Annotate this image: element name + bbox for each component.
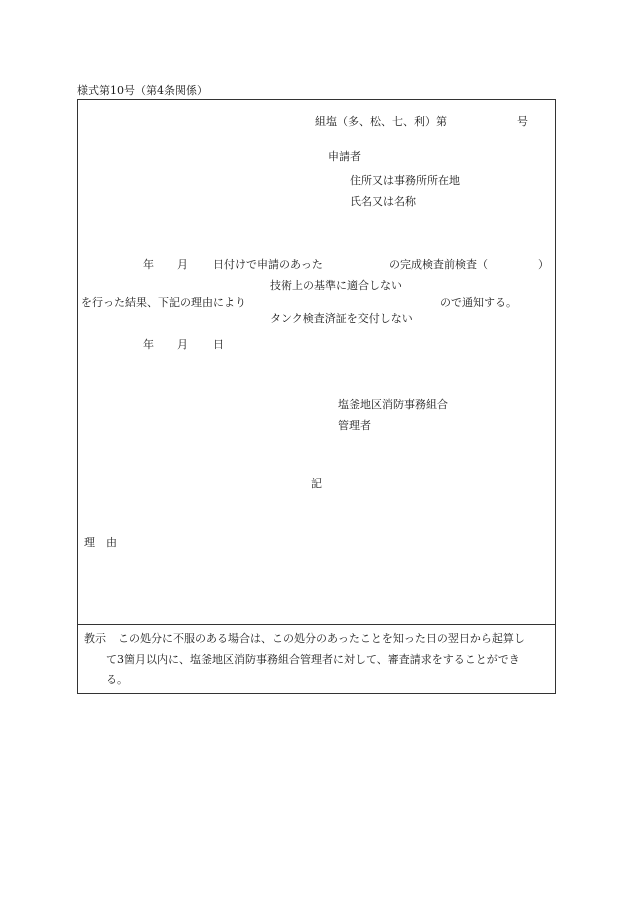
- form-number: 様式第10号（第4条関係）: [77, 84, 208, 97]
- form-frame: [77, 99, 556, 694]
- applicant-label: 申請者: [328, 150, 361, 163]
- date-month: 月: [177, 338, 188, 351]
- body-notify-text: ので通知する。: [440, 296, 517, 309]
- notice-line-1: この処分に不服のある場合は、この処分のあったことを知った日の翌日から起算し: [118, 632, 525, 645]
- body-day-text: 日付けで申請のあった: [213, 258, 323, 271]
- body-result-text: を行った結果、下記の理由により: [81, 296, 246, 309]
- issuer-title: 管理者: [338, 419, 371, 432]
- doc-number-prefix: 組塩（多、松、七、利）第: [315, 115, 447, 128]
- date-year: 年: [143, 338, 154, 351]
- reason-label: 理 由: [84, 536, 117, 549]
- option-1: 技術上の基準に適合しない: [270, 279, 402, 292]
- notice-divider: [77, 624, 556, 625]
- notice-label: 教示: [84, 632, 106, 645]
- body-inspection-text: の完成検査前検査（: [389, 258, 488, 271]
- notice-line-3: る。: [106, 673, 128, 686]
- body-month: 月: [177, 258, 188, 271]
- body-close-paren: ）: [538, 258, 549, 271]
- issuer-org: 塩釜地区消防事務組合: [338, 398, 448, 411]
- date-day: 日: [213, 338, 224, 351]
- ki-heading: 記: [311, 477, 322, 490]
- address-label: 住所又は事務所所在地: [350, 174, 460, 187]
- body-year: 年: [143, 258, 154, 271]
- name-label: 氏名又は名称: [350, 195, 416, 208]
- doc-number-suffix: 号: [517, 115, 528, 128]
- notice-line-2: て3箇月以内に、塩釜地区消防事務組合管理者に対して、審査請求をすることができ: [106, 653, 520, 666]
- option-2: タンク検査済証を交付しない: [270, 312, 413, 325]
